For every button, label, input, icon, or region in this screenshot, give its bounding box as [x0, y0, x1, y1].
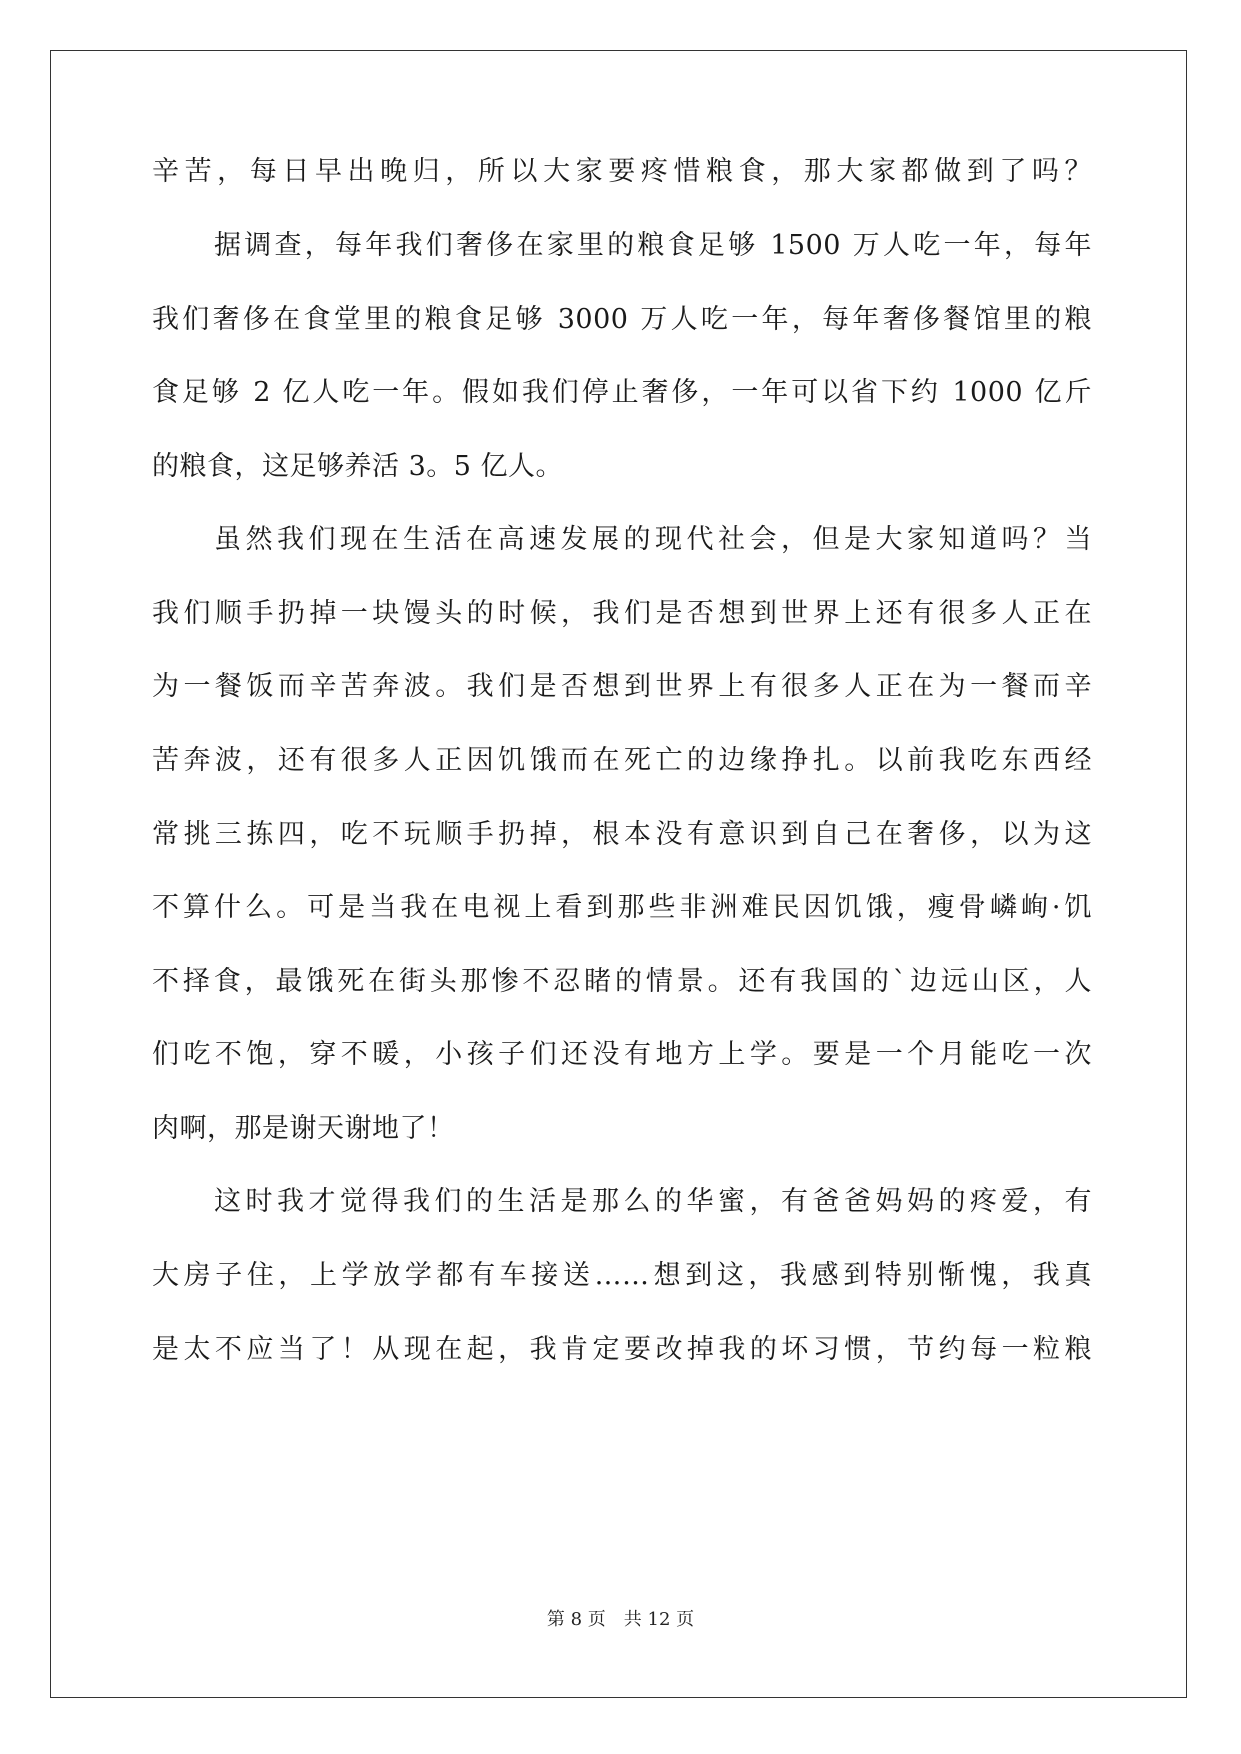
page-border: [50, 50, 1187, 1698]
text-line: 不择食，最饿死在街头那惨不忍睹的情景。还有我国的`边远山区，人: [152, 966, 1092, 997]
text-line: 食足够 2 亿人吃一年。假如我们停止奢侈，一年可以省下约 1000 亿斤: [152, 377, 1092, 408]
text-line: 这时我才觉得我们的生活是那么的华蜜，有爸爸妈妈的疼爱，有: [214, 1186, 1092, 1217]
text-line: 据调查，每年我们奢侈在家里的粮食足够 1500 万人吃一年，每年: [214, 230, 1092, 261]
text-line: 我们奢侈在食堂里的粮食足够 3000 万人吃一年，每年奢侈餐馆里的粮: [152, 304, 1092, 335]
text-line: 大房子住，上学放学都有车接送……想到这，我感到特别惭愧，我真: [152, 1260, 1092, 1291]
text-line: 虽然我们现在生活在高速发展的现代社会，但是大家知道吗？当: [214, 524, 1092, 555]
text-line: 常挑三拣四，吃不玩顺手扔掉，根本没有意识到自己在奢侈，以为这: [152, 819, 1092, 850]
text-line: 是太不应当了！从现在起，我肯定要改掉我的坏习惯，节约每一粒粮: [152, 1334, 1092, 1365]
text-line: 我们顺手扔掉一块馒头的时候，我们是否想到世界上还有很多人正在: [152, 598, 1092, 629]
text-line: 们吃不饱，穿不暖，小孩子们还没有地方上学。要是一个月能吃一次: [152, 1039, 1092, 1070]
text-line: 肉啊，那是谢天谢地了！: [152, 1113, 455, 1144]
text-line: 为一餐饭而辛苦奔波。我们是否想到世界上有很多人正在为一餐而辛: [152, 671, 1092, 702]
text-line: 的粮食，这足够养活 3。5 亿人。: [152, 451, 564, 482]
text-line: 辛苦，每日早出晚归，所以大家要疼惜粮食，那大家都做到了吗？: [152, 156, 1092, 187]
text-line: 苦奔波，还有很多人正因饥饿而在死亡的边缘挣扎。以前我吃东西经: [152, 745, 1092, 776]
text-line: 不算什么。可是当我在电视上看到那些非洲难民因饥饿，瘦骨嶙峋·饥: [152, 892, 1092, 923]
page-number-footer: 第 8 页 共 12 页: [546, 1609, 695, 1630]
